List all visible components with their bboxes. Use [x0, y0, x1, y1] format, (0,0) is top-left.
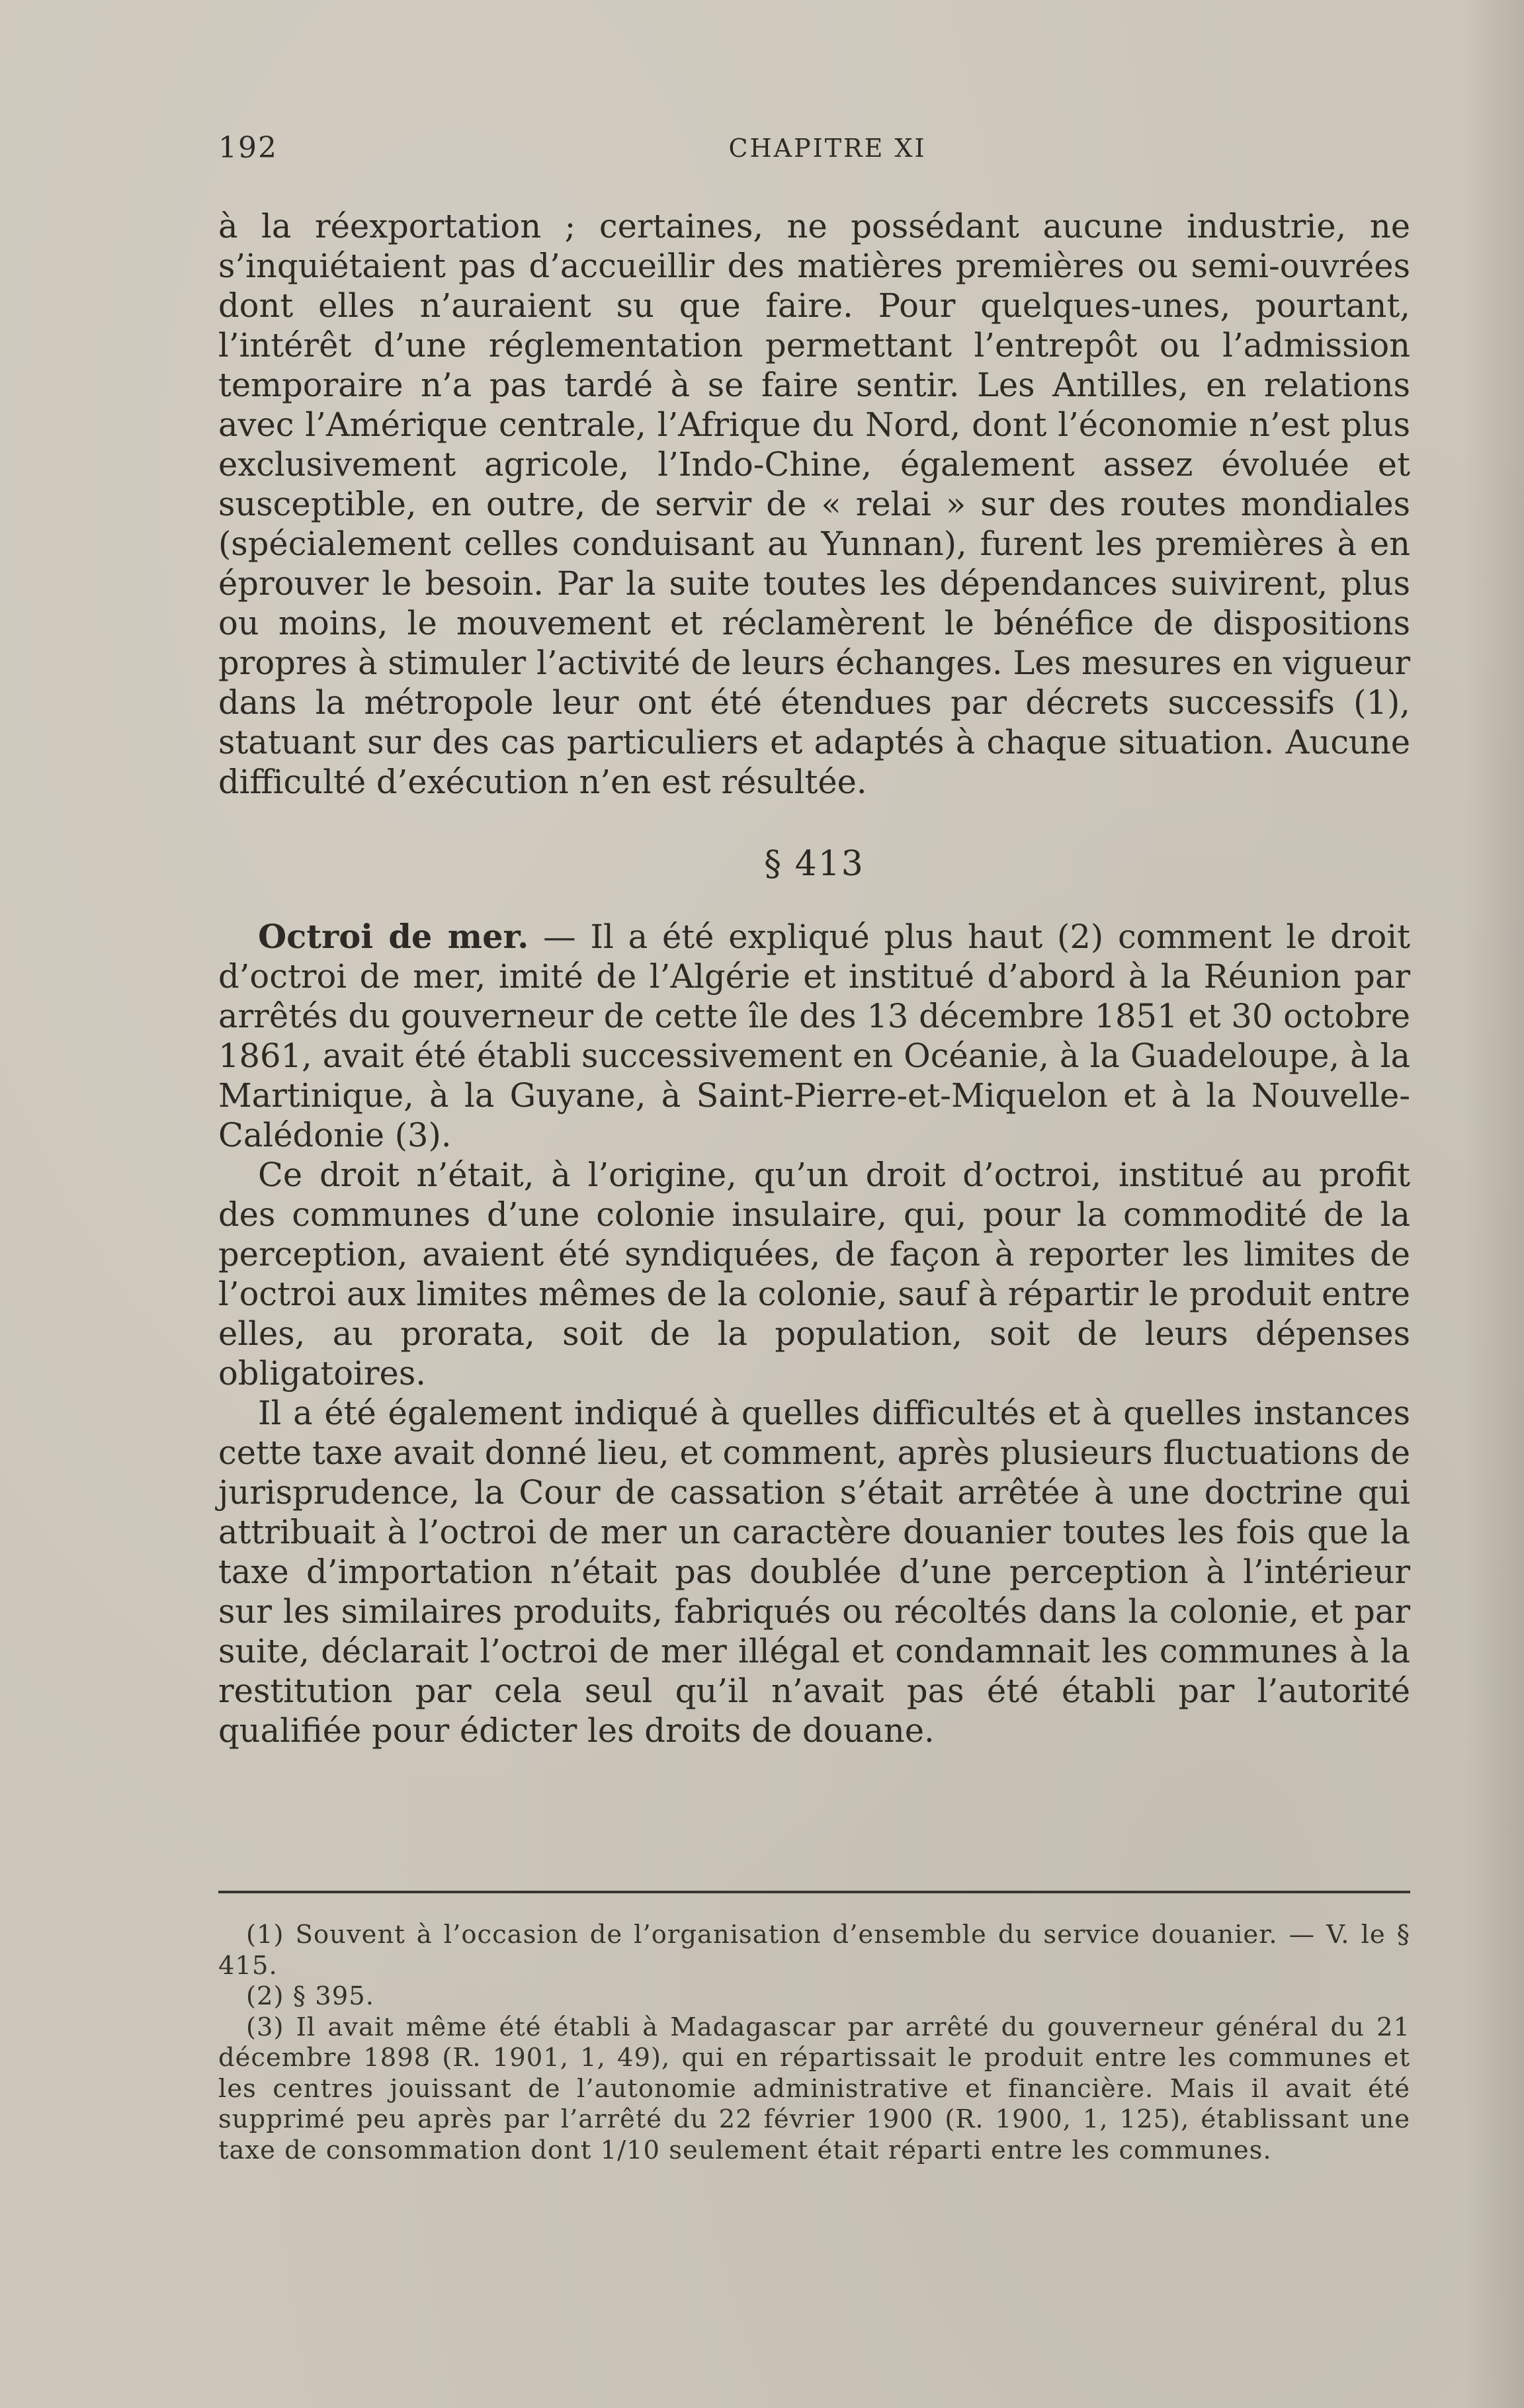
paragraph-continued: à la réexportation ; certaines, ne possédant aucune industrie, ne s’inquiétaient pas d’accueillir des matières premières ou semi-ouvrées dont elles n’auraient su que faire. Pour quelques-unes, pourtant, l’intérêt d’une réglementation permettant l’entrepôt ou l’admission temporaire n’a pas tardé à se faire sentir. Les Antilles, en relations avec l’Amérique centrale, l’Afrique du Nord, dont l’économie n’est plus exclusivement agricole, l’Indo-Chine, également assez évoluée et susceptible, en outre, de servir de « relai » sur des routes mondiales (spécialement celles conduisant au Yunnan), furent les premières à en éprouver le besoin. Par la suite toutes les dépendances suivirent, plus ou moins, le mouvement et réclamèrent le bénéfice de dispositions propres à stimuler l’activité de leurs échanges. Les mesures en vigueur dans la métropole leur ont été étendues par décrets successifs (1), statuant sur des cas particuliers et adaptés à chaque situation. Aucune difficulté d’exécution n’en est résultée. [218, 207, 1410, 801]
page-edge-shadow [1464, 0, 1524, 2408]
footnote-1: (1) Souvent à l’occasion de l’organisation d’ensemble du service douanier. — V. le § 415. [218, 1920, 1410, 1981]
paragraph-droit-origine: Ce droit n’était, à l’origine, qu’un droit d’octroi, institué au profit des communes d’une colonie insulaire, qui, pour la commodité de la perception, avaient été syndiquées, de façon à reporter les limites de l’octroi aux limites mêmes de la colonie, sauf à répartir le produit entre elles, au prorata, soit de la population, soit de leurs dépenses obligatoires. [218, 1156, 1410, 1393]
paragraph-octroi-text: — Il a été expliqué plus haut (2) comment le droit d’octroi de mer, imité de l’Algérie et institué d’abord à la Réunion par arrêtés du gouverneur de cette île des 13 décembre 1851 et 30 octobre 1861, avait été établi successivement en Océanie, à la Guadeloupe, à la Martinique, à la Guyane, à Saint-Pierre-et-Miquelon et à la Nouvelle-Calédonie (3). [218, 918, 1410, 1154]
footnote-separator [218, 1891, 1410, 1893]
footnote-3: (3) Il avait même été établi à Madagascar par arrêté du gouverneur général du 21 décembre 1898 (R. 1901, 1, 49), qui en répartissait le produit entre les communes et les centres jouissant de l’autonomie administrative et financière. Mais il avait été supprimé peu après par l’arrêté du 22 février 1900 (R. 1900, 1, 125), établissant une taxe de consommation dont 1/10 seulement était réparti entre les communes. [218, 2012, 1410, 2165]
section-title: Octroi de mer. [258, 918, 529, 956]
chapter-heading: CHAPITRE XI [728, 134, 927, 163]
page-number: 192 [218, 131, 278, 165]
paragraph-jurisprudence: Il a été également indiqué à quelles difficultés et à quelles instances cette taxe avait donné lieu, et comment, après plusieurs fluctuations de jurisprudence, la Cour de cassation s’était arrêtée à une doctrine qui attribuait à l’octroi de mer un caractère douanier toutes les fois que la taxe d’importation n’était pas doublée d’une perception à l’intérieur sur les similaires produits, fabriqués ou récoltés dans la colonie, et par suite, déclarait l’octroi de mer illégal et condamnait les communes à la restitution par cela seul qu’il n’avait pas été établi par l’autorité qualifiée pour édicter les droits de douane. [218, 1394, 1410, 1750]
running-head [218, 131, 1410, 171]
body-text [218, 206, 1410, 1750]
paragraph-octroi-intro [218, 917, 1410, 1155]
section-number: § 413 [764, 844, 865, 884]
footnotes [218, 1920, 1410, 2166]
footnote-2: (2) § 395. [246, 1981, 374, 2011]
